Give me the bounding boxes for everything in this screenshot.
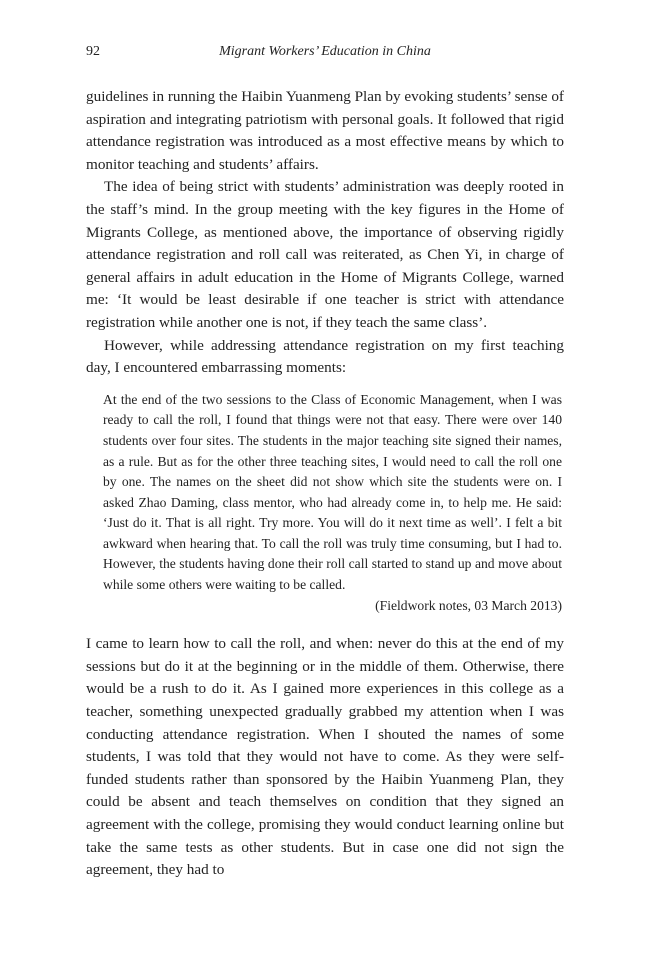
page-header [86, 44, 564, 64]
page-body [86, 86, 564, 882]
running-title: Migrant Workers’ Education in China [219, 44, 431, 59]
fieldwork-blockquote: At the end of the two sessions to the Class of Economic Management, when I was ready to call the roll, I found that things were not that easy. There were over 140 students over four sites. The students in the major teaching site signed their names, as a rule. But as for the other three teaching sites, I would need to call the roll one by one. The names on the sheet did not show which site the students were on. I asked Zhao Daming, class mentor, who had already come in, to help me. He said: ‘Just do it. That is all right. Try more. You will do it next time as well’. I felt a bit awkward when hearing that. To call the roll was truly time consuming, but I had to. However, the students having done their roll call started to stand up and move about while some others were waiting to be called. [103, 391, 562, 593]
fieldwork-citation: (Fieldwork notes, 03 March 2013) [375, 597, 562, 613]
paragraph-first-teaching-day: However, while addressing attendance registration on my first teaching day, I encountered embarrassing moments: [86, 336, 564, 377]
paragraph-roll-call: I came to learn how to call the roll, and when: never do this at the end of my sessions but do it at the beginning or in the middle of them. Otherwise, there would be a rush to do it. As I gained more experiences in this college as a teacher, something unexpected gradually grabbed my attention when I was conducting attendance registration. When I shouted the names of some students, I was told that they would not have to come. As they were self-funded students rather than sponsored by the Haibin Yuanmeng Plan, they could be absent and teach themselves on condition that they signed an agreement with the college, promising they would conduct learning online but take the same tests as other students. But in case one did not sign the agreement, they had to [86, 635, 564, 879]
paragraph-strict-administration: The idea of being strict with students’ administration was deeply rooted in the staff’s mind. In the group meeting with the key figures in the Home of Migrants College, as mentioned above, the importance of observing rigidly attendance registration and roll call was reiterated, as Chen Yi, in charge of general affairs in adult education in the Home of Migrants College, warned me: ‘It would be least desirable if one teacher is strict with attendance registration while another one is not, if they teach the same class’. [86, 178, 564, 331]
page-number: 92 [86, 44, 100, 59]
paragraph-continuation: guidelines in running the Haibin Yuanmeng Plan by evoking students’ sense of aspiration and integrating patriotism with personal goals. It followed that rigid attendance registration was introduced as a most effective means by which to monitor teaching and students’ affairs. [86, 88, 564, 173]
